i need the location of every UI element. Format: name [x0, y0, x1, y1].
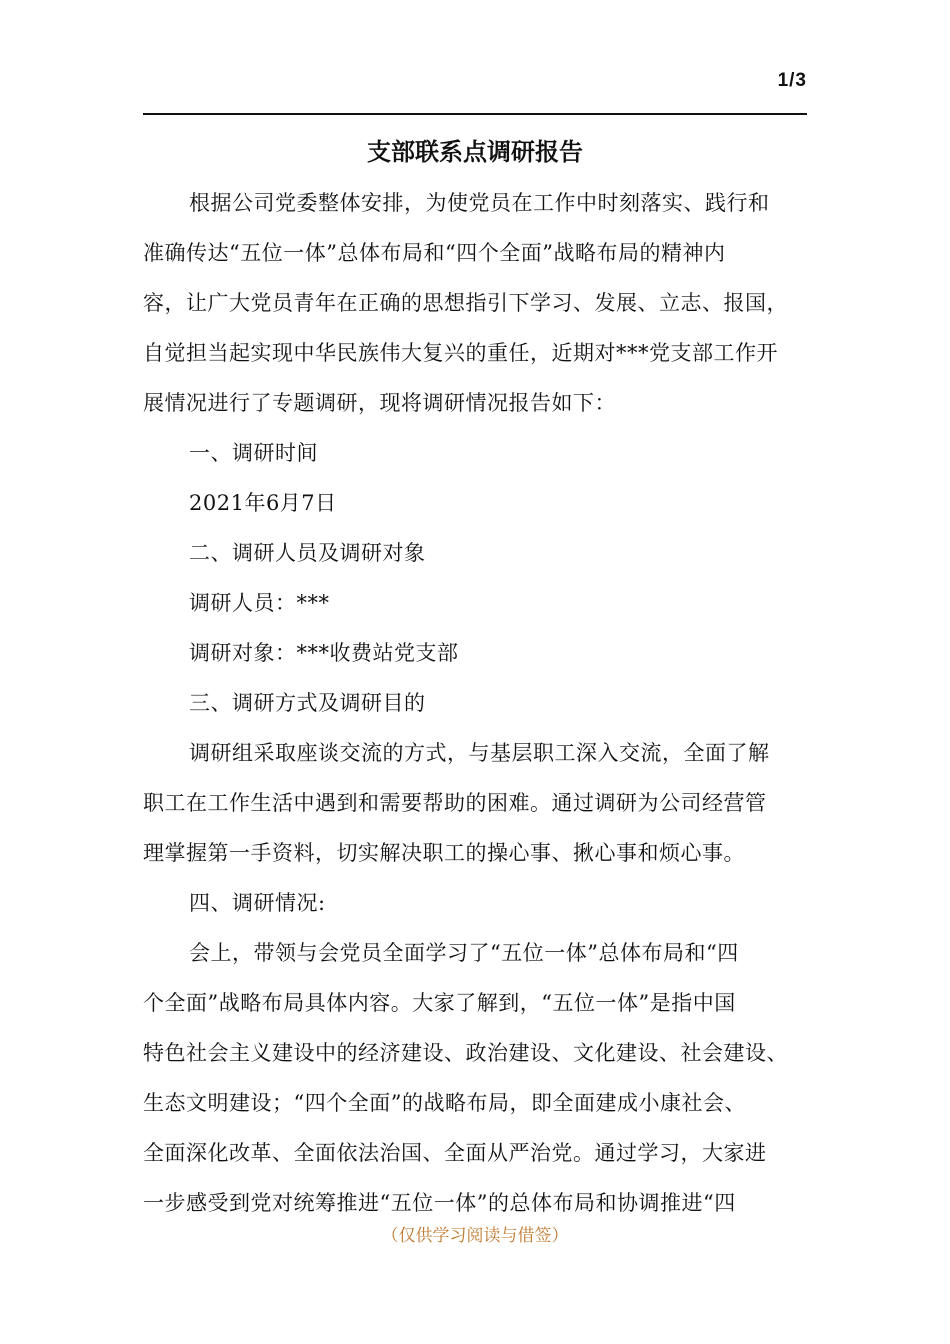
text-line: 会上，带领与会党员全面学习了“五位一体”总体布局和“四 [189, 941, 739, 965]
document-title: 支部联系点调研报告 [367, 137, 583, 166]
text-line: 特色社会主义建设中的经济建设、政治建设、文化建设、社会建设、 [143, 1041, 788, 1065]
survey-personnel [143, 578, 807, 628]
section-heading-time [143, 428, 807, 478]
section-heading-situation [143, 878, 807, 928]
text-line: 职工在工作生活中遇到和需要帮助的困难。通过调研为公司经营管 [143, 791, 767, 815]
text-line: 准确传达“五位一体”总体布局和“四个全面”战略布局的精神内 [143, 241, 726, 265]
text-line: 理掌握第一手资料，切实解决职工的操心事、揪心事和烦心事。 [143, 841, 745, 865]
text-line: 二、调研人员及调研对象 [189, 541, 426, 565]
text-line: 调研组采取座谈交流的方式，与基层职工深入交流，全面了解 [189, 741, 770, 765]
text-line: 生态文明建设；“四个全面”的战略布局，即全面建成小康社会、 [143, 1091, 746, 1115]
text-line: 三、调研方式及调研目的 [189, 691, 426, 715]
text-line: 展情况进行了专题调研，现将调研情况报告如下： [143, 391, 616, 415]
text-line: 2021年6月7日 [189, 491, 337, 515]
footer-note: （仅供学习阅读与借签） [381, 1226, 569, 1246]
text-line: 四、调研情况: [189, 891, 326, 915]
text-line: 全面深化改革、全面依法治国、全面从严治党。通过学习，大家进 [143, 1141, 767, 1165]
section-heading-method [143, 678, 807, 728]
section-heading-personnel [143, 528, 807, 578]
text-line: 调研人员：*** [189, 591, 330, 615]
header-divider [143, 113, 807, 115]
text-line: 个全面”战略布局具体内容。大家了解到，“五位一体”是指中国 [143, 991, 736, 1015]
intro-paragraph [143, 178, 807, 428]
text-line: 一步感受到党对统筹推进“五位一体”的总体布局和协调推进“四 [143, 1191, 736, 1215]
survey-date [143, 478, 807, 528]
document-body [143, 178, 807, 1228]
method-paragraph [143, 728, 807, 878]
text-line: 调研对象：***收费站党支部 [189, 641, 459, 665]
text-line: 自觉担当起实现中华民族伟大复兴的重任，近期对***党支部工作开 [143, 341, 778, 365]
situation-paragraph [143, 928, 807, 1228]
text-line: 根据公司党委整体安排，为使党员在工作中时刻落实、践行和 [189, 191, 770, 215]
survey-target [143, 628, 807, 678]
page-number: 1/3 [777, 70, 807, 91]
text-line: 容，让广大党员青年在正确的思想指引下学习、发展、立志、报国， [143, 291, 788, 315]
text-line: 一、调研时间 [189, 441, 318, 465]
